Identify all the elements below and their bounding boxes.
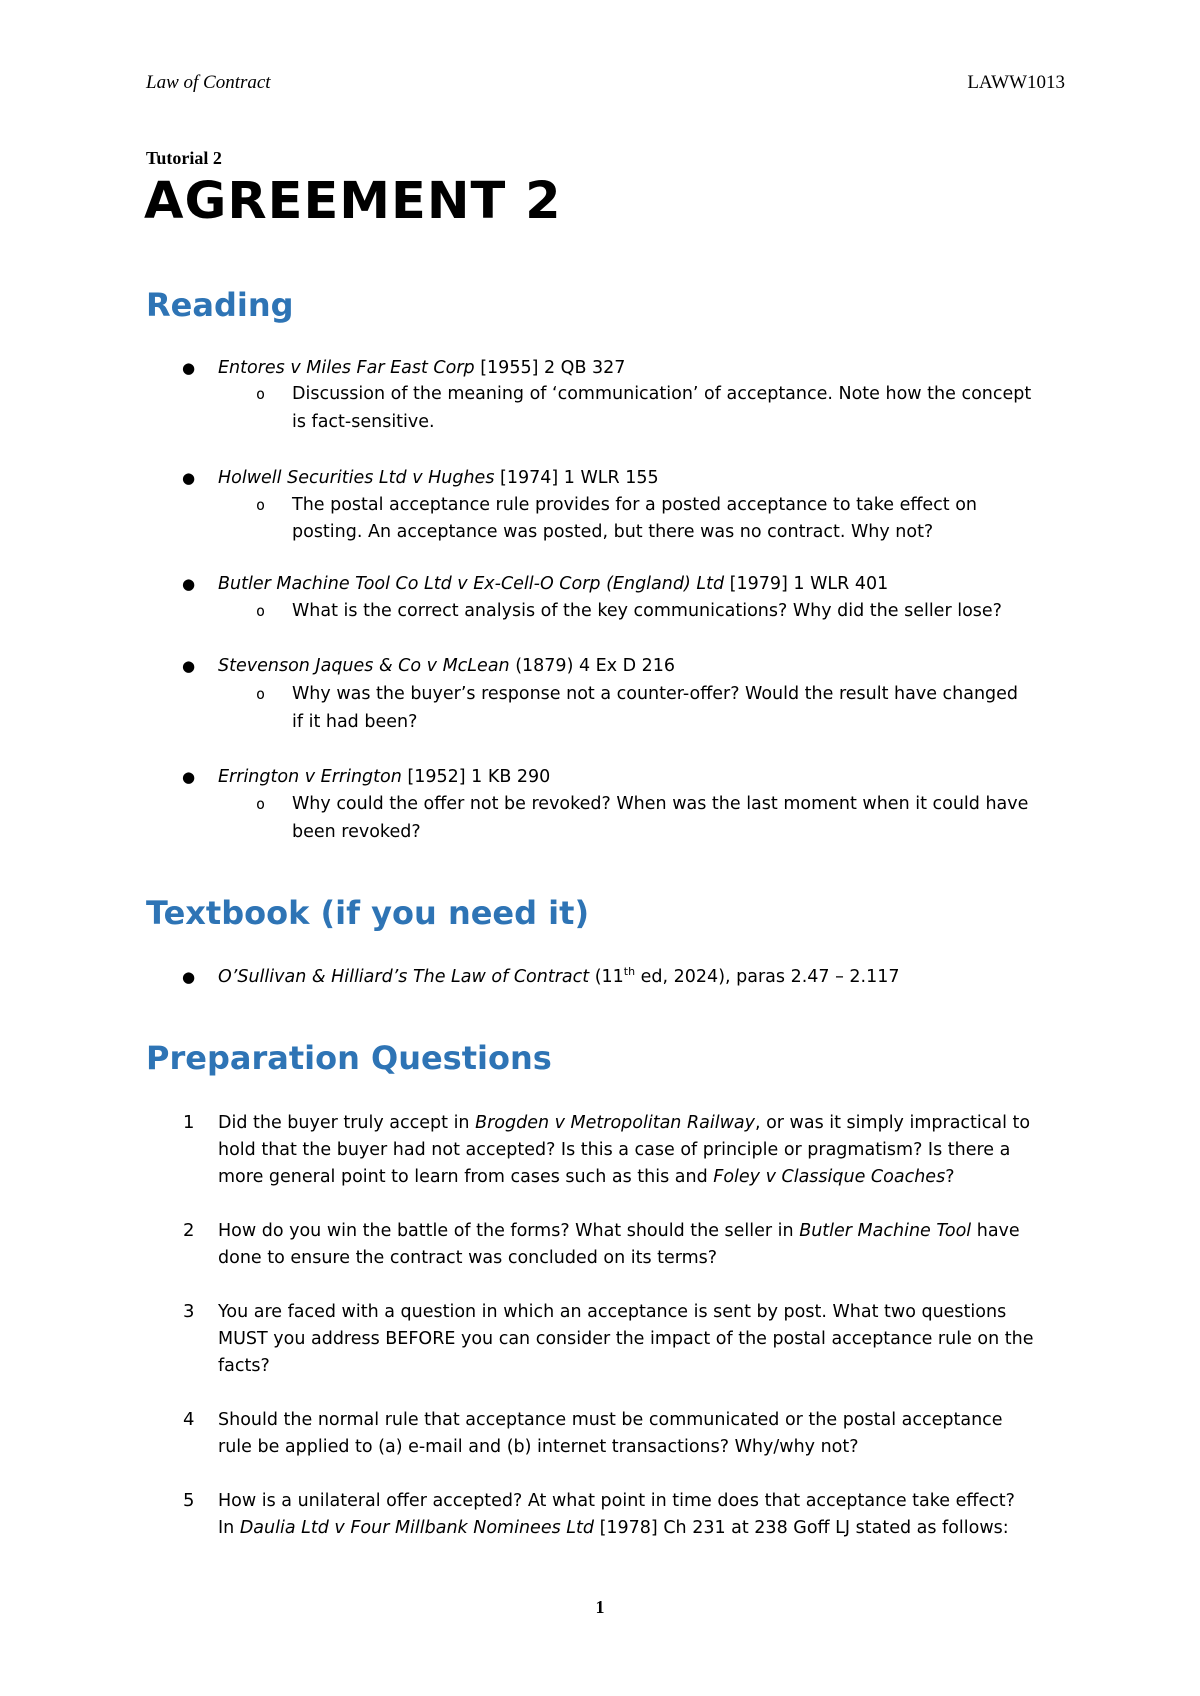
bullet-icon: ● <box>182 768 196 786</box>
question-number: 3 <box>183 1301 195 1322</box>
reading-note-line: The postal acceptance rule provides for a posted acceptance to take effect on <box>292 495 978 515</box>
case-name: Entores v Miles Far East Corp <box>218 358 475 378</box>
reading-note-line: if it had been? <box>292 712 418 732</box>
case-citation: [1974] 1 WLR 155 <box>494 468 659 488</box>
question-number: 4 <box>183 1409 195 1430</box>
question-line: facts? <box>218 1356 270 1376</box>
page-number: 1 <box>595 1597 605 1617</box>
question-line: You are faced with a question in which an acceptance is sent by post. What two questions <box>218 1302 1007 1322</box>
reading-note-line: Why could the offer not be revoked? When was the last moment when it could have <box>292 794 1029 814</box>
case-citation: [1952] 1 KB 290 <box>401 767 551 787</box>
textbook-item: O’Sullivan & Hilliard’s The Law of Contract (11th ed, 2024), paras 2.47 – 2.117 <box>218 965 900 987</box>
question-line: How do you win the battle of the forms? What should the seller in Butler Machine Tool have <box>218 1221 1020 1241</box>
reading-item <box>218 573 888 595</box>
prep-heading: Preparation Questions <box>146 1039 552 1077</box>
question-line: Should the normal rule that acceptance must be communicated or the postal acceptance <box>218 1410 1003 1430</box>
bullet-icon: ● <box>182 968 196 986</box>
question-line: rule be applied to (a) e-mail and (b) internet transactions? Why/why not? <box>218 1437 859 1457</box>
bullet-icon: ● <box>182 657 196 675</box>
reading-note-line: What is the correct analysis of the key communications? Why did the seller lose? <box>292 601 1002 621</box>
question-line: In Daulia Ltd v Four Millbank Nominees Ltd [1978] Ch 231 at 238 Goff LJ stated as follows: <box>218 1518 1009 1538</box>
case-name: Butler Machine Tool Co Ltd v Ex-Cell-O Corp (England) Ltd <box>218 574 725 594</box>
question-line: Did the buyer truly accept in Brogden v Metropolitan Railway, or was it simply impractical to <box>218 1113 1031 1133</box>
textbook-heading: Textbook (if you need it) <box>146 894 590 932</box>
question-line: more general point to learn from cases such as this and Foley v Classique Coaches? <box>218 1167 955 1187</box>
textbook-title: O’Sullivan & Hilliard’s The Law of Contract <box>218 967 590 987</box>
question-line: hold that the buyer had not accepted? Is this a case of principle or pragmatism? Is there a <box>218 1140 1011 1160</box>
sub-bullet-icon: o <box>256 385 266 403</box>
case-name: Holwell Securities Ltd v Hughes <box>218 468 495 488</box>
tutorial-label: Tutorial 2 <box>146 148 222 168</box>
reading-note-line: Why was the buyer’s response not a counter-offer? Would the result have changed <box>292 684 1019 704</box>
reading-item <box>218 357 625 379</box>
page-title: AGREEMENT 2 <box>144 172 562 231</box>
question-number: 5 <box>183 1490 195 1511</box>
question-line: MUST you address BEFORE you can consider the impact of the postal acceptance rule on the <box>218 1329 1034 1349</box>
question-number: 1 <box>183 1112 195 1133</box>
question-number: 2 <box>183 1220 195 1241</box>
reading-item <box>218 467 659 489</box>
reading-note-line: Discussion of the meaning of ‘communication’ of acceptance. Note how the concept <box>292 384 1032 404</box>
sub-bullet-icon: o <box>256 685 266 703</box>
case-name: Errington v Errington <box>218 767 402 787</box>
bullet-icon: ● <box>182 469 196 487</box>
reading-item <box>218 766 550 788</box>
header-course-code: LAWW1013 <box>967 72 1065 93</box>
case-name: Stevenson Jaques & Co v McLean <box>218 656 510 676</box>
bullet-icon: ● <box>182 359 196 377</box>
reading-note-line: is fact-sensitive. <box>292 412 435 432</box>
reading-heading: Reading <box>146 286 294 324</box>
case-citation: (1879) 4 Ex D 216 <box>509 656 676 676</box>
reading-note-line: been revoked? <box>292 822 421 842</box>
case-citation: [1955] 2 QB 327 <box>474 358 626 378</box>
question-line: done to ensure the contract was concluded on its terms? <box>218 1248 718 1268</box>
reading-note-line: posting. An acceptance was posted, but there was no contract. Why not? <box>292 522 934 542</box>
sub-bullet-icon: o <box>256 795 266 813</box>
sub-bullet-icon: o <box>256 602 266 620</box>
bullet-icon: ● <box>182 575 196 593</box>
sub-bullet-icon: o <box>256 496 266 514</box>
header-course-name: Law of Contract <box>146 72 271 93</box>
question-line: How is a unilateral offer accepted? At what point in time does that acceptance take effect? <box>218 1491 1015 1511</box>
reading-item <box>218 655 675 677</box>
case-citation: [1979] 1 WLR 401 <box>724 574 889 594</box>
